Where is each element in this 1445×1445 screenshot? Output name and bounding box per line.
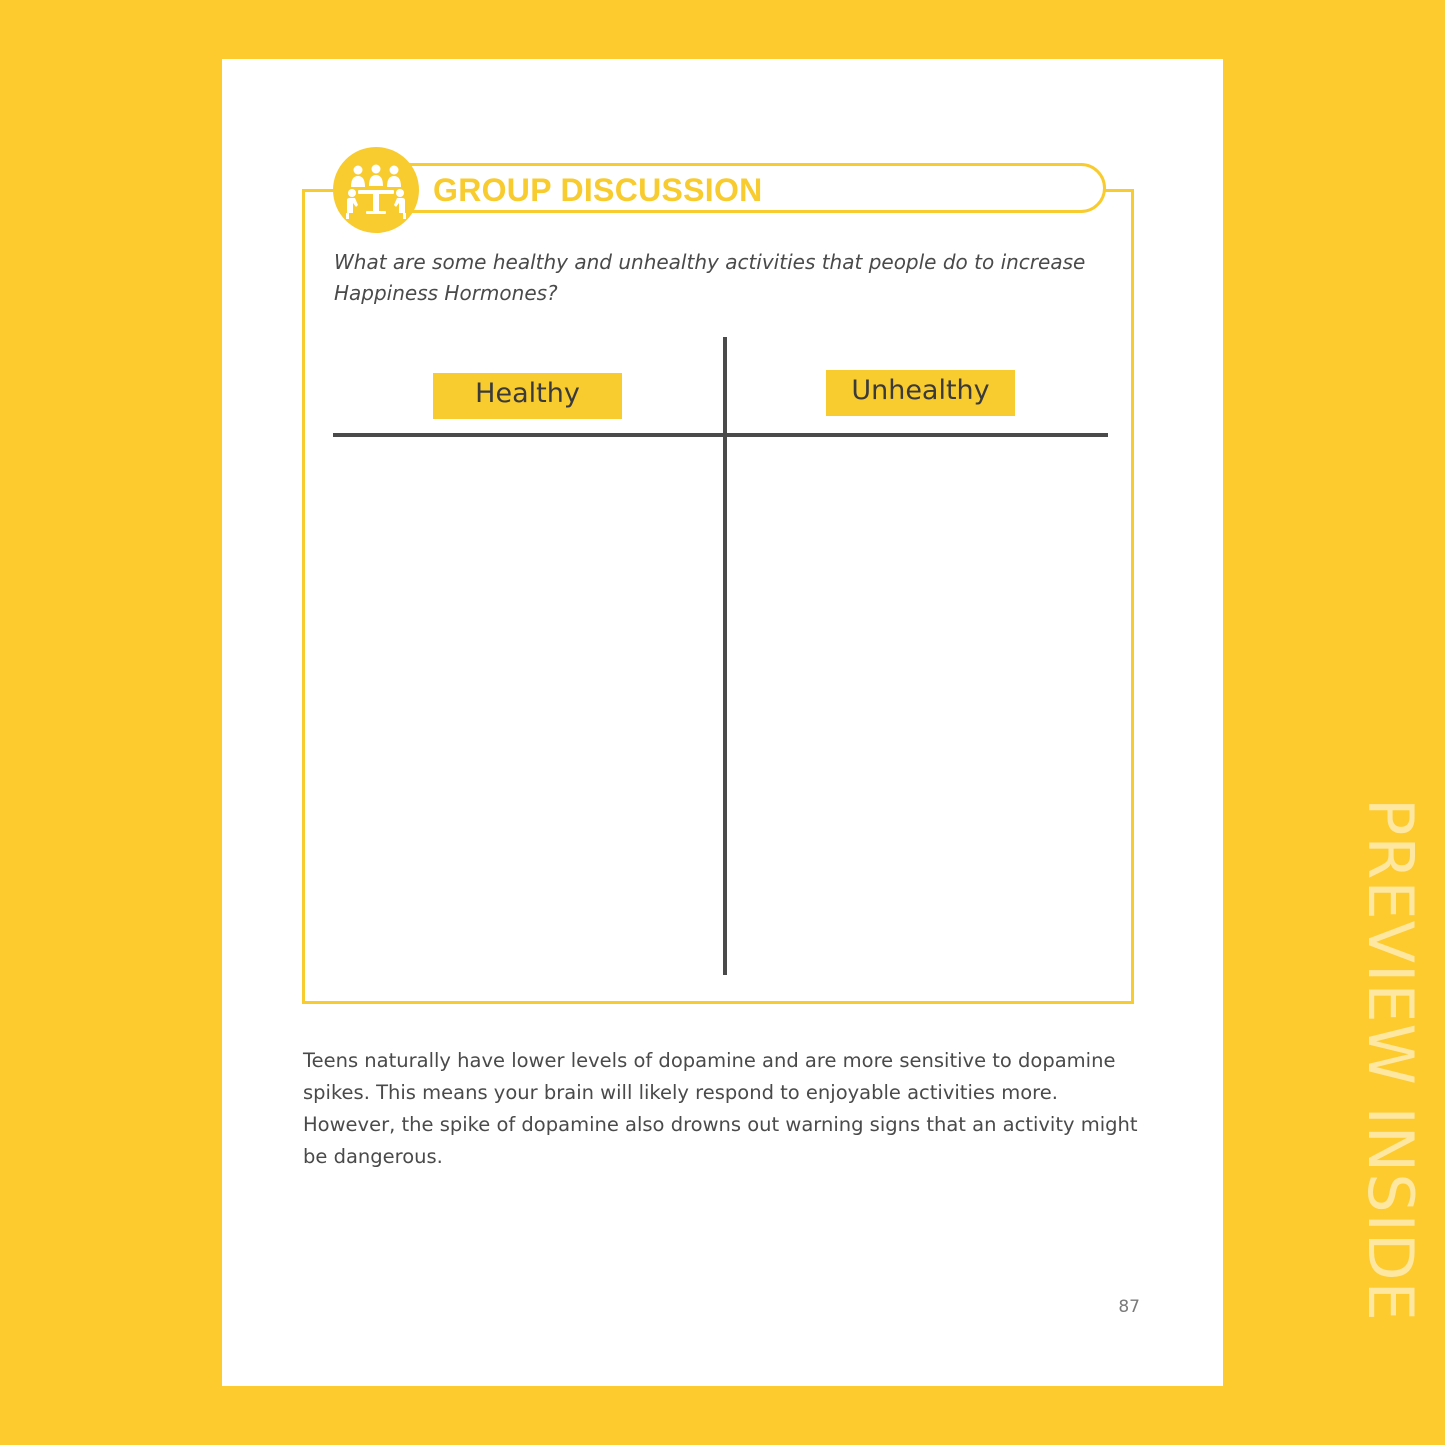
column-label-unhealthy: Unhealthy (826, 370, 1015, 416)
preview-watermark (1354, 798, 1427, 1388)
section-title: GROUP DISCUSSION (433, 172, 763, 208)
column-label-healthy: Healthy (433, 373, 622, 419)
document-page (222, 59, 1223, 1386)
discussion-question: What are some healthy and unhealthy activities that people do to increase Happiness Hormones? (334, 250, 1086, 305)
discussion-box (302, 189, 1134, 1004)
group-meeting-icon (333, 147, 419, 233)
t-chart-horizontal-line (333, 433, 1108, 437)
page-number: 87 (1118, 1297, 1140, 1317)
body-paragraph: Teens naturally have lower levels of dopamine and are more sensitive to dopamine spikes. This means your brain will likely respond to enjoyable activities more. However, the spike of dopamine also drowns out warning signs that an activity might be dangerous. (303, 1049, 1138, 1168)
watermark-text: PREVIEW INSIDE (1354, 798, 1427, 1322)
